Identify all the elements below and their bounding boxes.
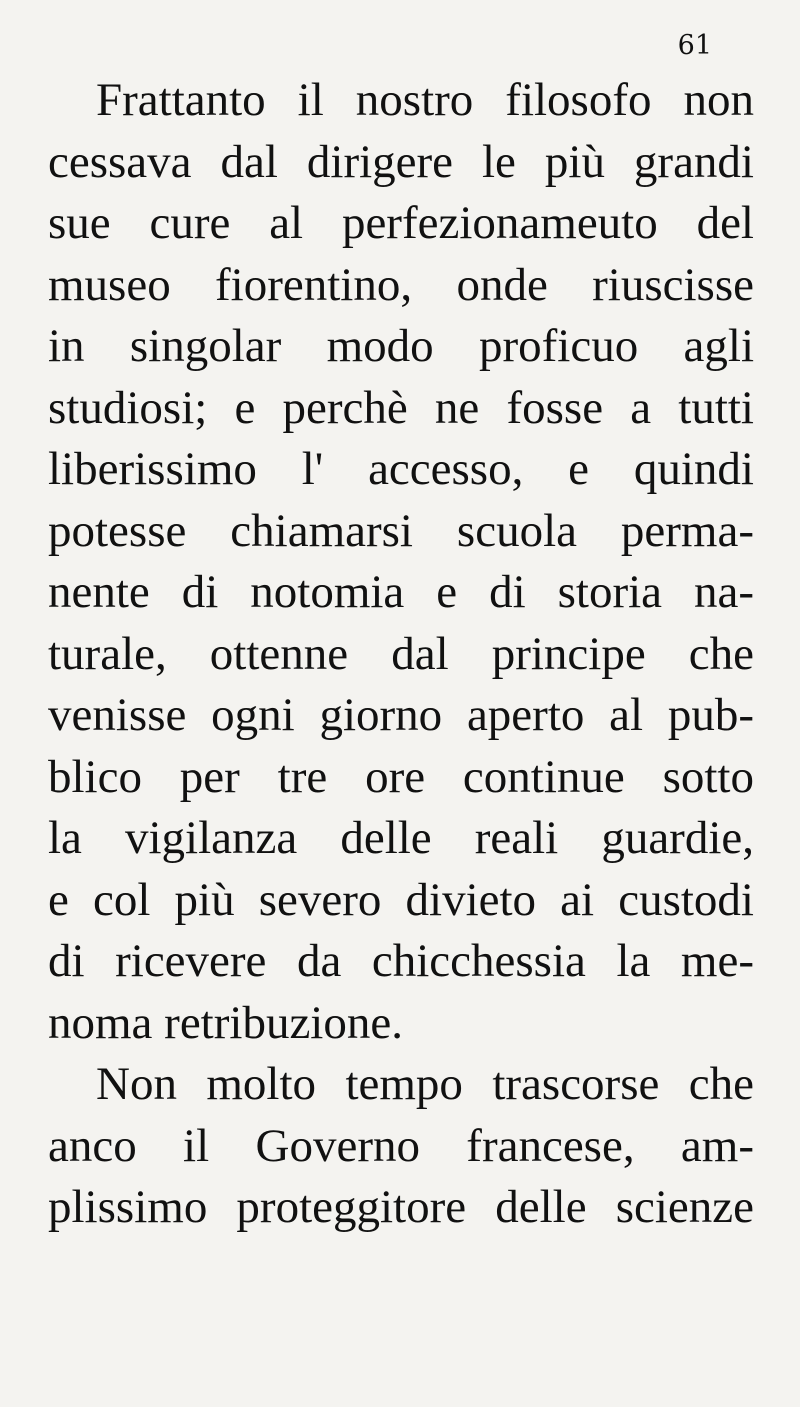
- text-line: Non molto tempo trascorse che: [96, 1058, 754, 1110]
- text-line: Frattanto il nostro filosofo non: [96, 74, 754, 126]
- text-line: anco il Governo francese, am-: [48, 1119, 754, 1172]
- text-line: blico per tre ore continue sotto: [48, 750, 754, 803]
- text-line: potesse chiamarsi scuola perma-: [48, 504, 754, 557]
- text-line: liberissimo l' accesso, e quindi: [48, 443, 754, 495]
- text-line: sue cure al perfezionameuto del: [48, 197, 754, 249]
- text-line: in singolar modo proficuo agli: [48, 320, 754, 372]
- text-line: cessava dal dirigere le più grandi: [48, 135, 754, 188]
- text-line: nente di notomia e di storia na-: [48, 566, 754, 618]
- text-line: e col più severo divieto ai custodi: [48, 873, 754, 926]
- text-line: noma retribuzione.: [48, 996, 403, 1049]
- body-text: [48, 70, 754, 1239]
- text-line: venisse ogni giorno aperto al pub-: [48, 689, 754, 741]
- text-line: la vigilanza delle reali guardie,: [48, 812, 754, 864]
- page-number: 61: [677, 30, 712, 61]
- text-line: plissimo proteggitore delle scienze: [48, 1181, 754, 1233]
- text-line: turale, ottenne dal principe che: [48, 627, 754, 680]
- text-line: studiosi; e perchè ne fosse a tutti: [48, 381, 754, 434]
- text-line: di ricevere da chicchessia la me-: [48, 935, 754, 987]
- text-line: museo fiorentino, onde riuscisse: [48, 258, 754, 311]
